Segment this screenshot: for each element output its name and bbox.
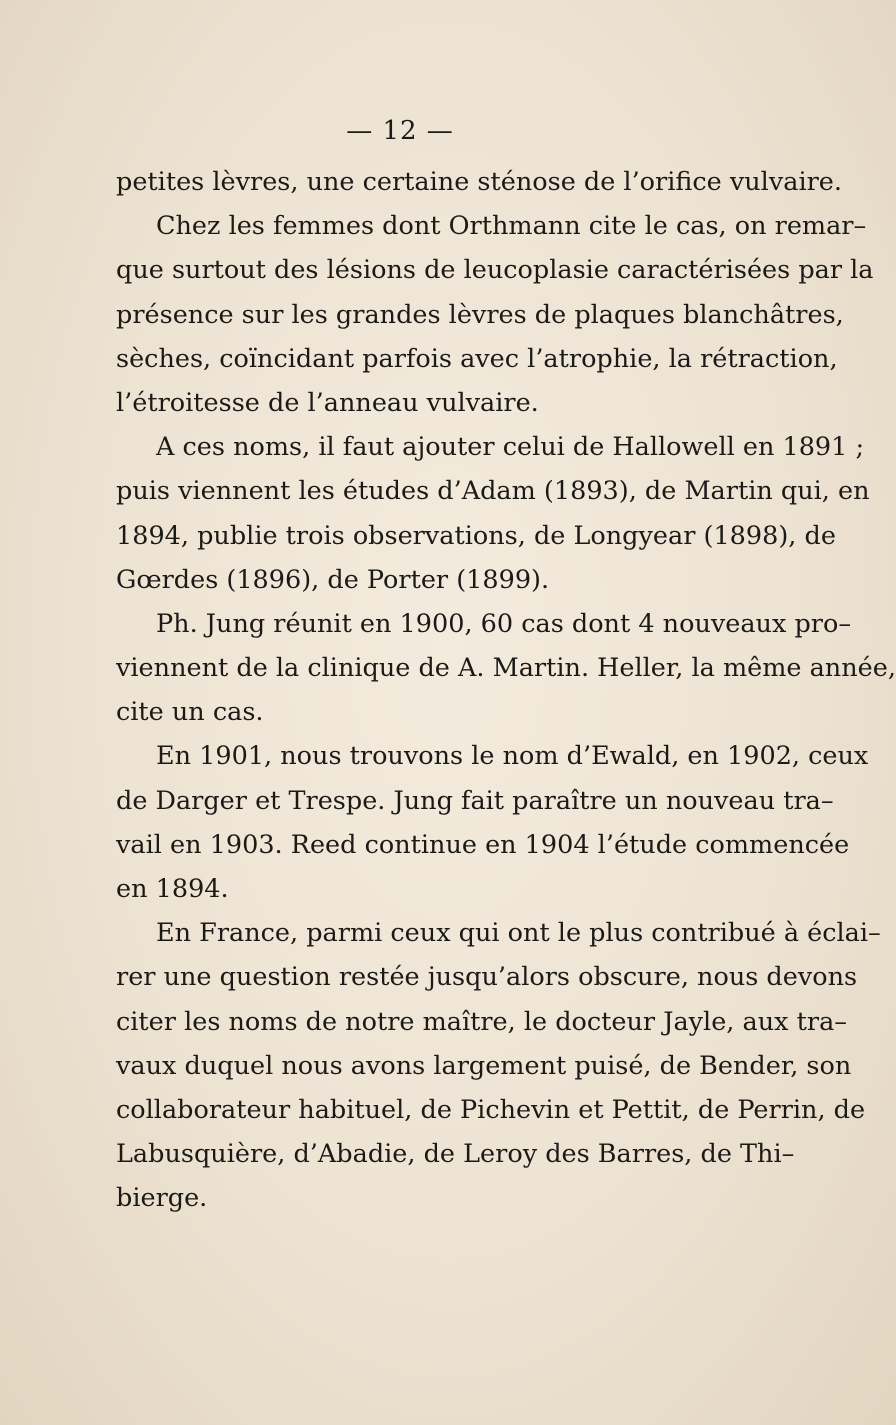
text-line: rer une question restée jusqu’alors obscure, nous devons [116, 962, 858, 993]
page-number: — 12 — [346, 116, 454, 146]
text-line: Gœrdes (1896), de Porter (1899). [116, 564, 550, 595]
text-line: en 1894. [116, 874, 229, 904]
text-line: 1894, publie trois observations, de Longyear (1898), de [116, 520, 836, 551]
text-line: puis viennent les études d’Adam (1893), de Martin qui, en [116, 476, 870, 507]
text-line: bierge. [116, 1183, 208, 1214]
text-line: présence sur les grandes lèvres de plaques blanchâtres, [116, 299, 844, 330]
body-text [116, 160, 896, 1221]
text-line: petites lèvres, une certaine sténose de l’orifice vulvaire. [116, 167, 842, 197]
text-line: A ces noms, il faut ajouter celui de Hallowell en 1891 ; [156, 432, 865, 463]
text-line: l’étroitesse de l’anneau vulvaire. [116, 387, 539, 418]
text-line: citer les noms de notre maître, le docteur Jayle, aux tra– [116, 1006, 848, 1037]
text-line: Chez les femmes dont Orthmann cite le cas, on remar– [156, 211, 867, 242]
text-line: viennent de la clinique de A. Martin. Heller, la même année, [116, 653, 896, 684]
text-line: En France, parmi ceux qui ont le plus contribué à éclai– [156, 918, 881, 949]
text-line: vail en 1903. Reed continue en 1904 l’étude commencée [116, 829, 850, 860]
text-line: sèches, coïncidant parfois avec l’atrophie, la rétraction, [116, 343, 838, 374]
text-line: Labusquière, d’Abadie, de Leroy des Barres, de Thi– [116, 1139, 795, 1170]
text-line: collaborateur habituel, de Pichevin et Pettit, de Perrin, de [116, 1094, 866, 1125]
text-line: vaux duquel nous avons largement puisé, de Bender, son [116, 1050, 852, 1081]
text-line: Ph. Jung réunit en 1900, 60 cas dont 4 nouveaux pro– [156, 608, 852, 639]
text-line: que surtout des lésions de leucoplasie caractérisées par la [116, 255, 874, 286]
text-line: cite un cas. [116, 697, 264, 728]
text-line: de Darger et Trespe. Jung fait paraître un nouveau tra– [116, 785, 834, 816]
text-line: En 1901, nous trouvons le nom d’Ewald, en 1902, ceux [156, 741, 869, 772]
